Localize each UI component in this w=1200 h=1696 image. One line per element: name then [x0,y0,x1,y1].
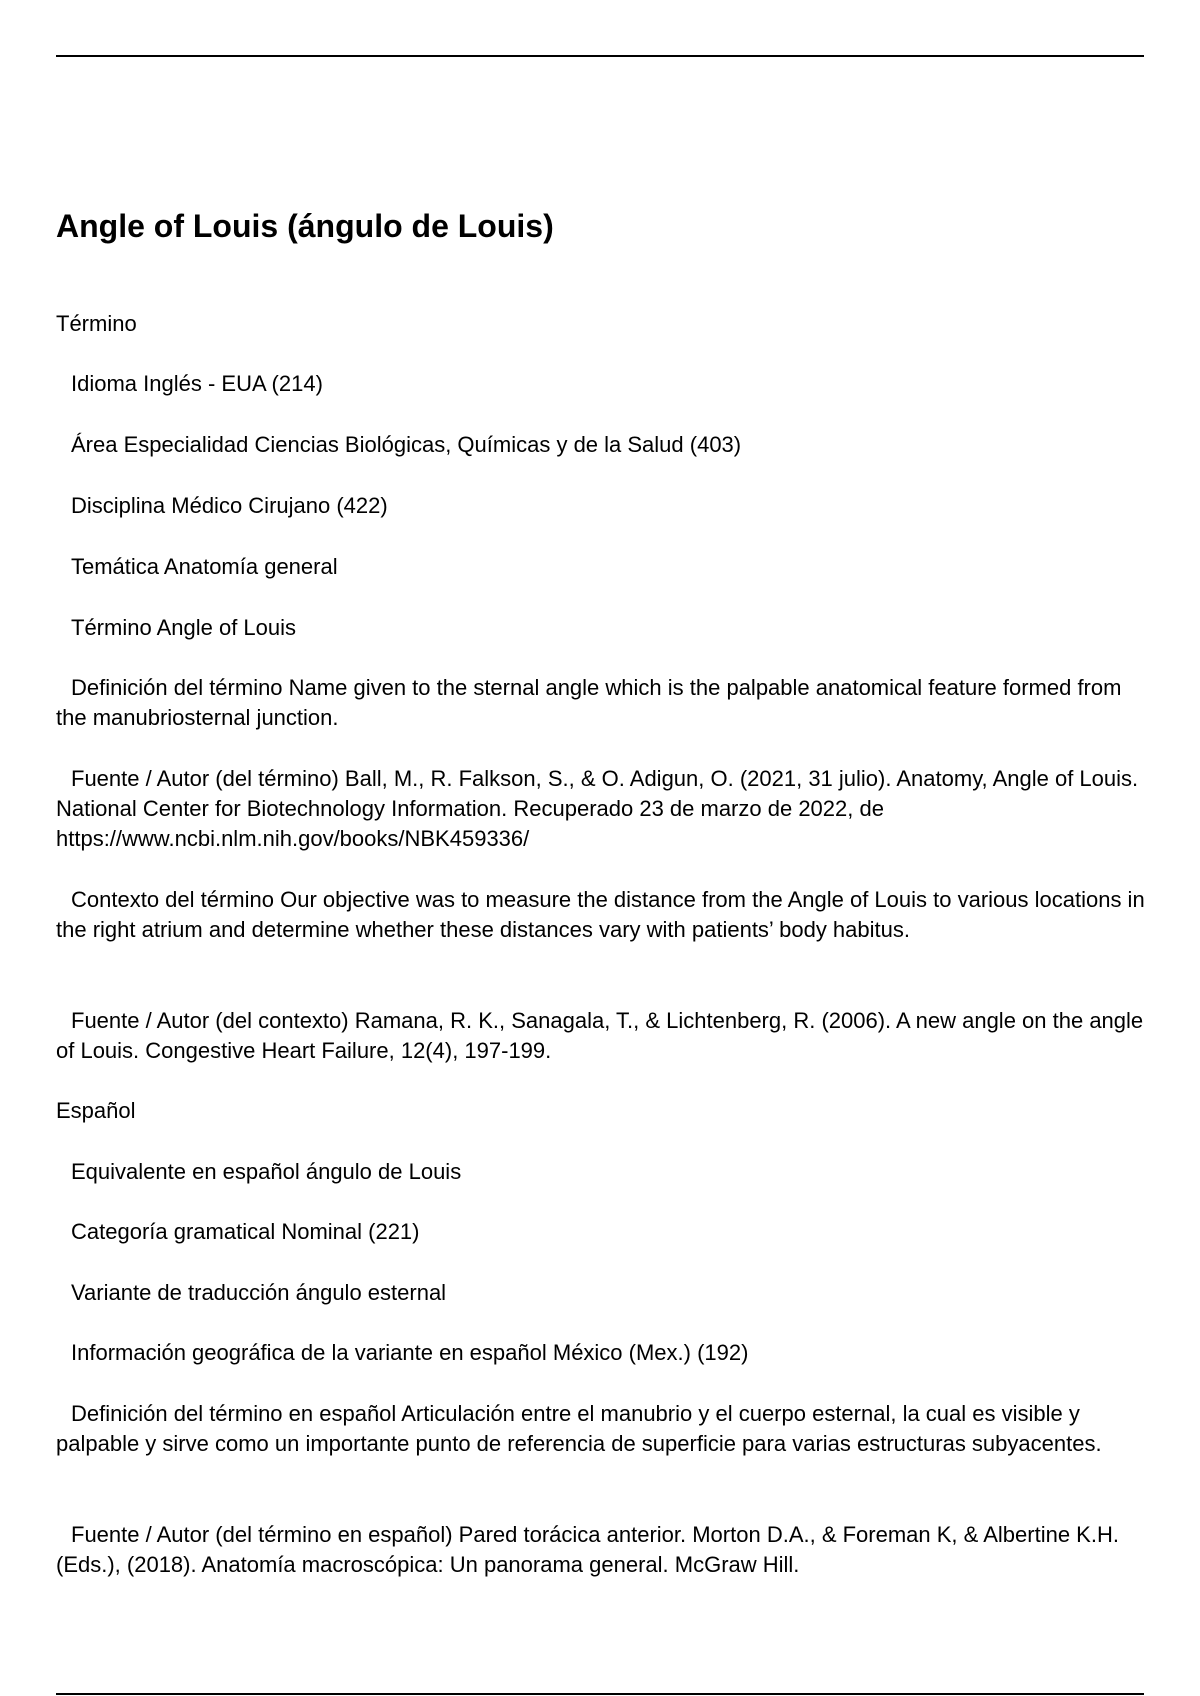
field-area-especialidad: Área Especialidad Ciencias Biológicas, Químicas y de la Salud (403) [71,432,742,457]
field-fuente-contexto: Fuente / Autor (del contexto) Ramana, R. K., Sanagala, T., & Lichtenberg, R. (2006). A new angle on the angle of Louis. Congestive Heart Failure, 12(4), 197-199. [56,1008,1144,1063]
field-idioma: Idioma Inglés - EUA (214) [71,371,323,396]
field-fuente-espanol: Fuente / Autor (del término en español) Pared torácica anterior. Morton D.A., & Foreman K, & Albertine K.H.(Eds.), (2018). Anatomía macroscópica: Un panorama general. McGraw Hill. [56,1522,1119,1577]
field-fuente-termino: Fuente / Autor (del término) Ball, M., R. Falkson, S., & O. Adigun, O. (2021, 31 julio). Anatomy, Angle of Louis. National Center for Biotechnology Information. Recuperado 23 de marzo de 2022, de https://www.ncbi.nlm.nih.gov/books/NBK459336/ [56,766,1139,851]
field-categoria-gramatical: Categoría gramatical Nominal (221) [71,1219,420,1244]
section-heading-espanol: Español [56,1098,136,1123]
section-heading-termino: Término [56,311,137,336]
field-termino: Término Angle of Louis [71,615,297,640]
field-disciplina: Disciplina Médico Cirujano (422) [71,493,388,518]
bottom-divider [56,1693,1144,1695]
field-definicion: Definición del término Name given to the sternal angle which is the palpable anatomical feature formed from the manubriosternal junction. [56,675,1122,730]
field-tematica: Temática Anatomía general [71,554,338,579]
field-informacion-geografica: Información geográfica de la variante en español México (Mex.) (192) [71,1340,749,1365]
field-equivalente: Equivalente en español ángulo de Louis [71,1159,462,1184]
top-divider [56,55,1144,57]
field-definicion-espanol: Definición del término en español Articulación entre el manubrio y el cuerpo esternal, la cual es visible y palpable y sirve como un importante punto de referencia de superficie para varias estructuras subyacentes. [56,1401,1102,1456]
field-variante-traduccion: Variante de traducción ángulo esternal [71,1280,447,1305]
page-title: Angle of Louis (ángulo de Louis) [56,208,554,244]
field-contexto: Contexto del término Our objective was to measure the distance from the Angle of Louis to various locations in the right atrium and determine whether these distances vary with patients’ body habitus. [56,887,1145,942]
